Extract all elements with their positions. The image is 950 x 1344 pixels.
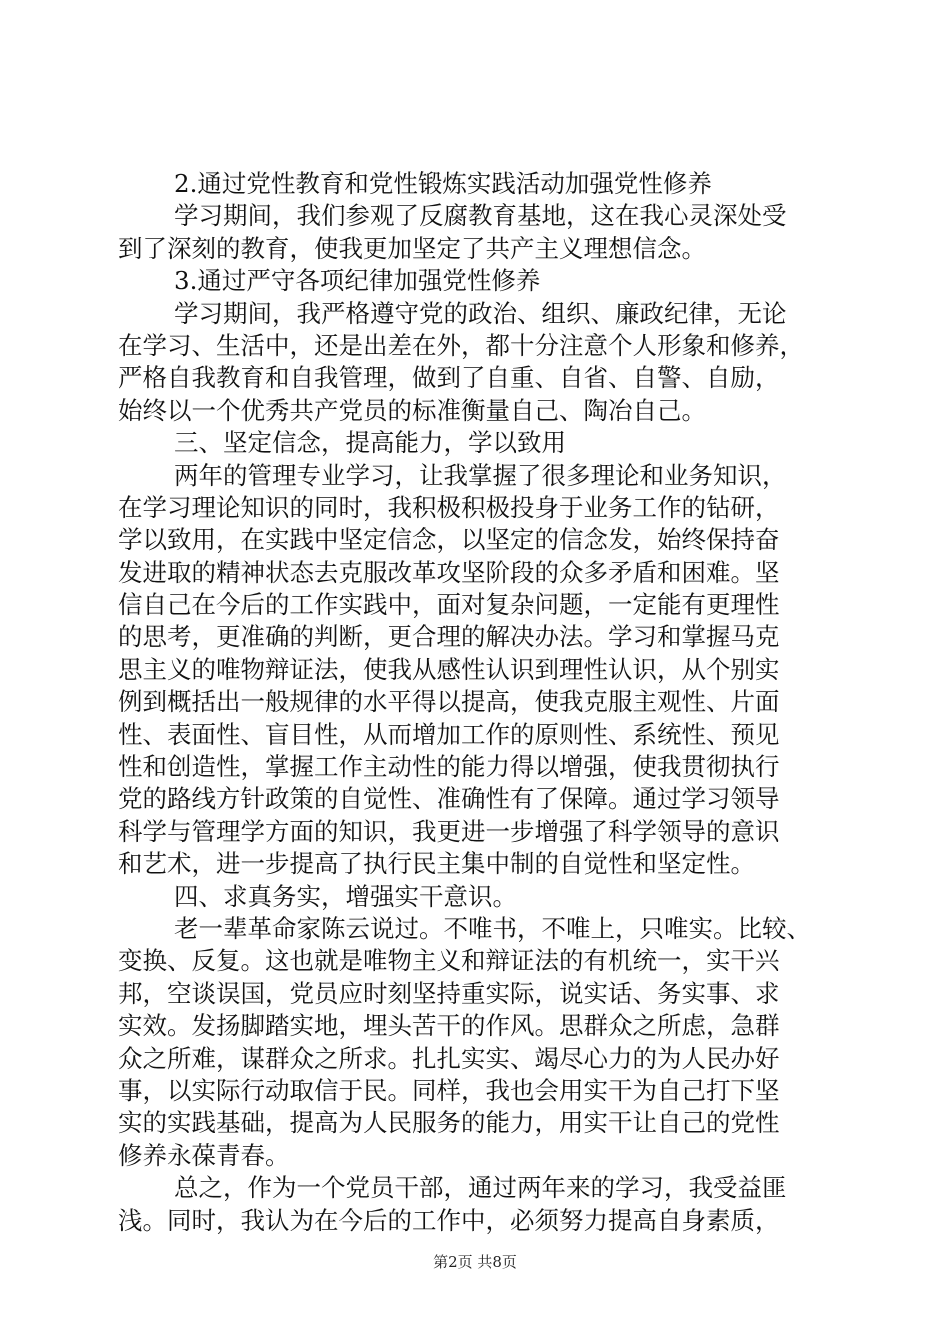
paragraph-line: 的思考，更准确的判断，更合理的解决办法。学习和掌握马克 <box>118 622 780 652</box>
paragraph-line: 在学习理论知识的同时，我积极积极投身于业务工作的钻研， <box>118 492 780 522</box>
paragraph-line: 始终以一个优秀共产党员的标准衡量自己、陶冶自己。 <box>118 395 706 425</box>
document-body <box>118 168 840 1237</box>
paragraph-first-line: 总之，作为一个党员干部，通过两年来的学习，我受益匪 <box>174 1173 787 1203</box>
page-footer: 第2页 共8页 <box>433 1253 517 1271</box>
paragraph-line: 事，以实际行动取信于民。同样，我也会用实干为自己打下坚 <box>118 1075 780 1105</box>
paragraph-first-line: 2.通过党性教育和党性锻炼实践活动加强党性修养 <box>174 169 712 198</box>
paragraph-first-line: 老一辈革命家陈云说过。不唯书，不唯上，只唯实。比较、 <box>174 913 811 943</box>
paragraph-line: 性和创造性，掌握工作主动性的能力得以增强，使我贯彻执行 <box>118 752 780 782</box>
paragraph-line: 众之所难，谋群众之所求。扎扎实实、竭尽心力的为人民办好 <box>118 1043 780 1073</box>
paragraph-line: 思主义的唯物辩证法，使我从感性认识到理性认识，从个别实 <box>118 654 780 684</box>
paragraph-line: 信自己在今后的工作实践中，面对复杂问题，一定能有更理性 <box>118 590 780 620</box>
paragraph-line: 浅。同时，我认为在今后的工作中，必须努力提高自身素质， <box>118 1205 780 1235</box>
paragraph-line: 学以致用，在实践中坚定信念，以坚定的信念发，始终保持奋 <box>118 525 780 555</box>
paragraph-line: 修养永葆青春。 <box>118 1140 290 1170</box>
paragraph-line: 党的路线方针政策的自觉性、准确性有了保障。通过学习领导 <box>118 784 780 814</box>
paragraph-first-line: 四、求真务实，增强实干意识。 <box>174 881 517 911</box>
paragraph-line: 实的实践基础，提高为人民服务的能力，用实干让自己的党性 <box>118 1108 780 1138</box>
paragraph-line: 严格自我教育和自我管理，做到了自重、自省、自警、自励， <box>118 363 780 393</box>
paragraph-first-line: 三、坚定信念，提高能力，学以致用 <box>174 428 566 458</box>
paragraph-line: 例到概括出一般规律的水平得以提高，使我克服主观性、片面 <box>118 687 780 717</box>
paragraph-line: 邦，空谈误国，党员应时刻坚持重实际，说实话、务实事、求 <box>118 978 780 1008</box>
paragraph-first-line: 3.通过严守各项纪律加强党性修养 <box>174 266 541 296</box>
paragraph-first-line: 学习期间，我们参观了反腐教育基地，这在我心灵深处受 <box>174 201 787 231</box>
paragraph-line: 发进取的精神状态去克服改革攻坚阶段的众多矛盾和困难。坚 <box>118 557 780 587</box>
paragraph-line: 到了深刻的教育，使我更加坚定了共产主义理想信念。 <box>118 233 706 263</box>
paragraph-first-line: 学习期间，我严格遵守党的政治、组织、廉政纪律，无论 <box>174 298 787 328</box>
paragraph-line: 变换、反复。这也就是唯物主义和辩证法的有机统一，实干兴 <box>118 946 780 976</box>
paragraph-line: 性、表面性、盲目性，从而增加工作的原则性、系统性、预见 <box>118 719 780 749</box>
paragraph-line: 科学与管理学方面的知识，我更进一步增强了科学领导的意识 <box>118 816 780 846</box>
paragraph-line: 实效。发扬脚踏实地，埋头苦干的作风。思群众之所虑，急群 <box>118 1011 780 1041</box>
paragraph-first-line: 两年的管理专业学习，让我掌握了很多理论和业务知识， <box>174 460 787 490</box>
paragraph-line: 在学习、生活中，还是出差在外，都十分注意个人形象和修养， <box>118 330 804 360</box>
paragraph-line: 和艺术，进一步提高了执行民主集中制的自觉性和坚定性。 <box>118 849 755 879</box>
